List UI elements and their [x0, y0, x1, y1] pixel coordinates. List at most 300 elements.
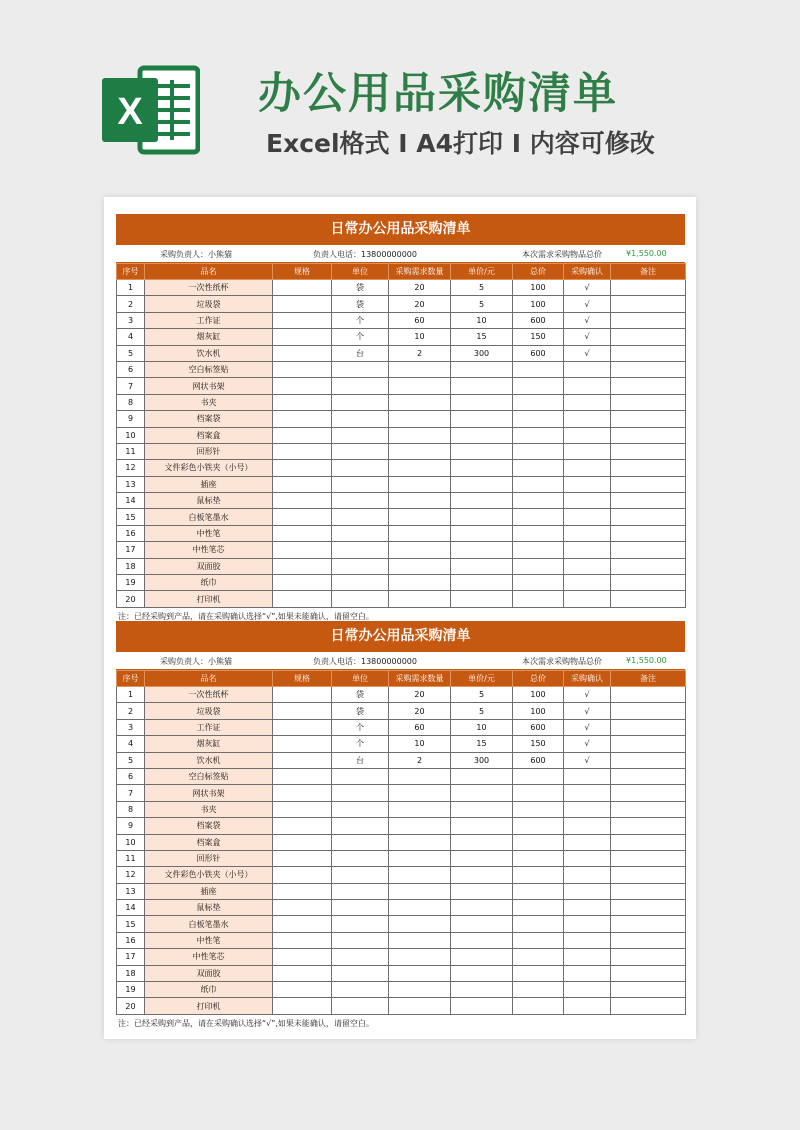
cell-total[interactable]: 100	[513, 280, 564, 296]
cell-confirm[interactable]: √	[564, 296, 611, 312]
cell-total[interactable]: 150	[513, 736, 564, 752]
cell-total[interactable]	[513, 493, 564, 509]
cell-unit[interactable]	[332, 916, 389, 932]
cell-spec[interactable]	[273, 476, 332, 492]
cell-spec[interactable]	[273, 867, 332, 883]
cell-name[interactable]: 打印机	[145, 998, 273, 1014]
cell-name[interactable]: 书夹	[145, 801, 273, 817]
cell-unit[interactable]: 袋	[332, 703, 389, 719]
cell-spec[interactable]	[273, 932, 332, 948]
cell-name[interactable]: 中性笔芯	[145, 949, 273, 965]
cell-confirm[interactable]	[564, 883, 611, 899]
cell-unit-price[interactable]	[451, 525, 513, 541]
cell-name[interactable]: 档案盒	[145, 834, 273, 850]
cell-spec[interactable]	[273, 394, 332, 410]
cell-name[interactable]: 鼠标垫	[145, 900, 273, 916]
cell-unit-price[interactable]: 5	[451, 296, 513, 312]
cell-remark[interactable]	[611, 982, 686, 998]
cell-unit[interactable]	[332, 427, 389, 443]
cell-index[interactable]: 3	[117, 719, 145, 735]
cell-unit[interactable]	[332, 801, 389, 817]
cell-remark[interactable]	[611, 345, 686, 361]
cell-remark[interactable]	[611, 965, 686, 981]
cell-remark[interactable]	[611, 998, 686, 1014]
cell-name[interactable]: 工作证	[145, 312, 273, 328]
cell-confirm[interactable]: √	[564, 719, 611, 735]
cell-spec[interactable]	[273, 525, 332, 541]
cell-index[interactable]: 14	[117, 493, 145, 509]
cell-qty[interactable]	[389, 818, 451, 834]
cell-confirm[interactable]	[564, 949, 611, 965]
cell-qty[interactable]	[389, 883, 451, 899]
cell-unit-price[interactable]: 5	[451, 703, 513, 719]
cell-total[interactable]	[513, 460, 564, 476]
cell-total[interactable]	[513, 768, 564, 784]
cell-unit[interactable]	[332, 998, 389, 1014]
cell-index[interactable]: 18	[117, 965, 145, 981]
cell-confirm[interactable]: √	[564, 736, 611, 752]
cell-index[interactable]: 15	[117, 916, 145, 932]
cell-unit[interactable]	[332, 883, 389, 899]
cell-index[interactable]: 2	[117, 703, 145, 719]
cell-unit-price[interactable]	[451, 818, 513, 834]
cell-remark[interactable]	[611, 949, 686, 965]
cell-unit[interactable]	[332, 378, 389, 394]
cell-qty[interactable]	[389, 493, 451, 509]
cell-remark[interactable]	[611, 575, 686, 591]
cell-index[interactable]: 6	[117, 768, 145, 784]
cell-name[interactable]: 打印机	[145, 591, 273, 607]
cell-name[interactable]: 白板笔墨水	[145, 916, 273, 932]
cell-remark[interactable]	[611, 443, 686, 459]
cell-name[interactable]: 纸巾	[145, 982, 273, 998]
cell-unit-price[interactable]	[451, 394, 513, 410]
cell-index[interactable]: 8	[117, 801, 145, 817]
cell-total[interactable]	[513, 525, 564, 541]
cell-total[interactable]	[513, 509, 564, 525]
cell-remark[interactable]	[611, 427, 686, 443]
cell-unit[interactable]	[332, 768, 389, 784]
cell-spec[interactable]	[273, 703, 332, 719]
cell-remark[interactable]	[611, 329, 686, 345]
cell-total[interactable]	[513, 965, 564, 981]
cell-name[interactable]: 回形针	[145, 850, 273, 866]
cell-unit[interactable]	[332, 575, 389, 591]
cell-spec[interactable]	[273, 949, 332, 965]
cell-remark[interactable]	[611, 916, 686, 932]
cell-unit-price[interactable]: 300	[451, 345, 513, 361]
cell-total[interactable]	[513, 834, 564, 850]
cell-index[interactable]: 11	[117, 850, 145, 866]
cell-unit[interactable]	[332, 493, 389, 509]
cell-unit-price[interactable]: 10	[451, 312, 513, 328]
cell-unit[interactable]: 袋	[332, 280, 389, 296]
cell-unit-price[interactable]	[451, 575, 513, 591]
cell-unit[interactable]	[332, 850, 389, 866]
cell-index[interactable]: 6	[117, 361, 145, 377]
cell-spec[interactable]	[273, 280, 332, 296]
cell-name[interactable]: 中性笔	[145, 525, 273, 541]
cell-qty[interactable]	[389, 427, 451, 443]
cell-unit[interactable]	[332, 542, 389, 558]
cell-total[interactable]: 100	[513, 296, 564, 312]
cell-spec[interactable]	[273, 509, 332, 525]
cell-qty[interactable]	[389, 916, 451, 932]
cell-index[interactable]: 16	[117, 932, 145, 948]
cell-unit-price[interactable]	[451, 476, 513, 492]
cell-name[interactable]: 工作证	[145, 719, 273, 735]
cell-spec[interactable]	[273, 719, 332, 735]
cell-total[interactable]	[513, 575, 564, 591]
cell-index[interactable]: 14	[117, 900, 145, 916]
cell-remark[interactable]	[611, 867, 686, 883]
cell-index[interactable]: 18	[117, 558, 145, 574]
cell-name[interactable]: 中性笔芯	[145, 542, 273, 558]
cell-remark[interactable]	[611, 850, 686, 866]
cell-remark[interactable]	[611, 361, 686, 377]
cell-qty[interactable]	[389, 509, 451, 525]
cell-name[interactable]: 纸巾	[145, 575, 273, 591]
cell-unit-price[interactable]: 15	[451, 736, 513, 752]
cell-unit-price[interactable]	[451, 427, 513, 443]
cell-name[interactable]: 烟灰缸	[145, 329, 273, 345]
cell-spec[interactable]	[273, 296, 332, 312]
cell-unit[interactable]: 个	[332, 719, 389, 735]
cell-unit[interactable]	[332, 509, 389, 525]
cell-unit[interactable]	[332, 411, 389, 427]
cell-index[interactable]: 2	[117, 296, 145, 312]
cell-unit-price[interactable]	[451, 785, 513, 801]
cell-qty[interactable]: 20	[389, 687, 451, 703]
cell-index[interactable]: 12	[117, 460, 145, 476]
cell-unit[interactable]: 台	[332, 345, 389, 361]
cell-total[interactable]: 100	[513, 687, 564, 703]
cell-qty[interactable]	[389, 542, 451, 558]
cell-total[interactable]	[513, 785, 564, 801]
cell-spec[interactable]	[273, 361, 332, 377]
cell-remark[interactable]	[611, 296, 686, 312]
cell-index[interactable]: 19	[117, 575, 145, 591]
cell-qty[interactable]: 10	[389, 329, 451, 345]
cell-total[interactable]	[513, 427, 564, 443]
cell-remark[interactable]	[611, 752, 686, 768]
cell-name[interactable]: 空白标签贴	[145, 768, 273, 784]
cell-remark[interactable]	[611, 703, 686, 719]
cell-name[interactable]: 档案盒	[145, 427, 273, 443]
cell-confirm[interactable]: √	[564, 752, 611, 768]
cell-unit-price[interactable]	[451, 768, 513, 784]
cell-remark[interactable]	[611, 280, 686, 296]
cell-spec[interactable]	[273, 785, 332, 801]
cell-confirm[interactable]	[564, 867, 611, 883]
cell-qty[interactable]	[389, 575, 451, 591]
cell-remark[interactable]	[611, 818, 686, 834]
cell-qty[interactable]: 20	[389, 280, 451, 296]
cell-unit[interactable]: 个	[332, 329, 389, 345]
cell-unit[interactable]: 个	[332, 312, 389, 328]
cell-total[interactable]	[513, 900, 564, 916]
cell-remark[interactable]	[611, 834, 686, 850]
cell-index[interactable]: 4	[117, 329, 145, 345]
cell-index[interactable]: 7	[117, 785, 145, 801]
cell-confirm[interactable]	[564, 785, 611, 801]
cell-name[interactable]: 网状书架	[145, 785, 273, 801]
cell-qty[interactable]	[389, 378, 451, 394]
cell-spec[interactable]	[273, 591, 332, 607]
cell-spec[interactable]	[273, 736, 332, 752]
cell-qty[interactable]	[389, 850, 451, 866]
cell-spec[interactable]	[273, 818, 332, 834]
cell-name[interactable]: 档案袋	[145, 411, 273, 427]
cell-confirm[interactable]: √	[564, 703, 611, 719]
cell-total[interactable]	[513, 591, 564, 607]
cell-qty[interactable]	[389, 525, 451, 541]
cell-unit-price[interactable]	[451, 591, 513, 607]
cell-index[interactable]: 12	[117, 867, 145, 883]
cell-unit-price[interactable]	[451, 916, 513, 932]
cell-spec[interactable]	[273, 916, 332, 932]
cell-total[interactable]	[513, 801, 564, 817]
cell-name[interactable]: 垃圾袋	[145, 703, 273, 719]
cell-total[interactable]	[513, 949, 564, 965]
cell-spec[interactable]	[273, 378, 332, 394]
cell-qty[interactable]	[389, 411, 451, 427]
cell-confirm[interactable]	[564, 378, 611, 394]
cell-unit[interactable]	[332, 965, 389, 981]
cell-qty[interactable]	[389, 476, 451, 492]
cell-remark[interactable]	[611, 591, 686, 607]
cell-confirm[interactable]	[564, 834, 611, 850]
cell-name[interactable]: 鼠标垫	[145, 493, 273, 509]
cell-spec[interactable]	[273, 411, 332, 427]
cell-unit[interactable]: 袋	[332, 296, 389, 312]
cell-spec[interactable]	[273, 493, 332, 509]
cell-spec[interactable]	[273, 850, 332, 866]
cell-remark[interactable]	[611, 932, 686, 948]
cell-qty[interactable]	[389, 867, 451, 883]
cell-index[interactable]: 19	[117, 982, 145, 998]
cell-index[interactable]: 17	[117, 949, 145, 965]
cell-name[interactable]: 空白标签贴	[145, 361, 273, 377]
cell-unit[interactable]	[332, 785, 389, 801]
cell-qty[interactable]	[389, 460, 451, 476]
cell-name[interactable]: 饮水机	[145, 752, 273, 768]
cell-qty[interactable]	[389, 982, 451, 998]
cell-total[interactable]	[513, 411, 564, 427]
cell-unit-price[interactable]	[451, 932, 513, 948]
cell-qty[interactable]	[389, 394, 451, 410]
cell-confirm[interactable]	[564, 394, 611, 410]
cell-confirm[interactable]	[564, 525, 611, 541]
cell-remark[interactable]	[611, 900, 686, 916]
cell-confirm[interactable]	[564, 900, 611, 916]
cell-name[interactable]: 饮水机	[145, 345, 273, 361]
cell-unit-price[interactable]	[451, 378, 513, 394]
cell-index[interactable]: 5	[117, 345, 145, 361]
cell-confirm[interactable]	[564, 361, 611, 377]
cell-remark[interactable]	[611, 801, 686, 817]
cell-unit-price[interactable]	[451, 509, 513, 525]
cell-qty[interactable]	[389, 558, 451, 574]
cell-qty[interactable]	[389, 998, 451, 1014]
cell-total[interactable]	[513, 818, 564, 834]
cell-confirm[interactable]	[564, 801, 611, 817]
cell-total[interactable]: 100	[513, 703, 564, 719]
cell-remark[interactable]	[611, 719, 686, 735]
cell-remark[interactable]	[611, 378, 686, 394]
cell-remark[interactable]	[611, 768, 686, 784]
cell-qty[interactable]: 2	[389, 345, 451, 361]
cell-unit-price[interactable]	[451, 411, 513, 427]
cell-confirm[interactable]	[564, 916, 611, 932]
cell-remark[interactable]	[611, 509, 686, 525]
cell-qty[interactable]: 10	[389, 736, 451, 752]
cell-spec[interactable]	[273, 752, 332, 768]
cell-index[interactable]: 8	[117, 394, 145, 410]
cell-qty[interactable]	[389, 443, 451, 459]
cell-name[interactable]: 双面胶	[145, 558, 273, 574]
cell-total[interactable]: 600	[513, 345, 564, 361]
cell-unit-price[interactable]	[451, 493, 513, 509]
cell-remark[interactable]	[611, 785, 686, 801]
cell-unit[interactable]	[332, 932, 389, 948]
cell-confirm[interactable]: √	[564, 345, 611, 361]
cell-index[interactable]: 5	[117, 752, 145, 768]
cell-qty[interactable]	[389, 900, 451, 916]
cell-unit[interactable]	[332, 982, 389, 998]
cell-unit-price[interactable]	[451, 361, 513, 377]
cell-unit-price[interactable]	[451, 965, 513, 981]
cell-spec[interactable]	[273, 329, 332, 345]
cell-total[interactable]	[513, 443, 564, 459]
cell-name[interactable]: 档案袋	[145, 818, 273, 834]
cell-name[interactable]: 白板笔墨水	[145, 509, 273, 525]
cell-total[interactable]: 600	[513, 752, 564, 768]
cell-qty[interactable]	[389, 591, 451, 607]
cell-qty[interactable]	[389, 834, 451, 850]
cell-unit-price[interactable]	[451, 867, 513, 883]
cell-total[interactable]	[513, 916, 564, 932]
cell-unit-price[interactable]	[451, 558, 513, 574]
cell-total[interactable]: 600	[513, 719, 564, 735]
cell-qty[interactable]: 60	[389, 719, 451, 735]
cell-index[interactable]: 16	[117, 525, 145, 541]
cell-index[interactable]: 9	[117, 818, 145, 834]
cell-total[interactable]	[513, 883, 564, 899]
cell-qty[interactable]	[389, 361, 451, 377]
cell-unit-price[interactable]	[451, 460, 513, 476]
cell-unit-price[interactable]	[451, 542, 513, 558]
cell-total[interactable]	[513, 378, 564, 394]
cell-total[interactable]: 600	[513, 312, 564, 328]
cell-unit[interactable]	[332, 525, 389, 541]
cell-unit[interactable]	[332, 558, 389, 574]
cell-qty[interactable]: 2	[389, 752, 451, 768]
cell-confirm[interactable]	[564, 493, 611, 509]
cell-confirm[interactable]: √	[564, 329, 611, 345]
cell-remark[interactable]	[611, 558, 686, 574]
cell-unit-price[interactable]: 5	[451, 687, 513, 703]
cell-unit[interactable]	[332, 394, 389, 410]
cell-remark[interactable]	[611, 883, 686, 899]
cell-spec[interactable]	[273, 965, 332, 981]
cell-confirm[interactable]	[564, 998, 611, 1014]
cell-confirm[interactable]	[564, 427, 611, 443]
cell-remark[interactable]	[611, 411, 686, 427]
cell-unit-price[interactable]	[451, 801, 513, 817]
cell-qty[interactable]	[389, 965, 451, 981]
cell-name[interactable]: 一次性纸杯	[145, 687, 273, 703]
cell-name[interactable]: 文件彩色小铁夹（小号）	[145, 867, 273, 883]
cell-qty[interactable]: 20	[389, 296, 451, 312]
cell-name[interactable]: 网状书架	[145, 378, 273, 394]
cell-unit-price[interactable]: 10	[451, 719, 513, 735]
cell-remark[interactable]	[611, 460, 686, 476]
cell-spec[interactable]	[273, 883, 332, 899]
cell-confirm[interactable]	[564, 542, 611, 558]
cell-unit[interactable]	[332, 867, 389, 883]
cell-index[interactable]: 9	[117, 411, 145, 427]
cell-unit-price[interactable]	[451, 949, 513, 965]
cell-spec[interactable]	[273, 558, 332, 574]
cell-name[interactable]: 回形针	[145, 443, 273, 459]
cell-confirm[interactable]	[564, 591, 611, 607]
cell-spec[interactable]	[273, 345, 332, 361]
cell-remark[interactable]	[611, 525, 686, 541]
cell-spec[interactable]	[273, 460, 332, 476]
cell-unit[interactable]	[332, 591, 389, 607]
cell-total[interactable]	[513, 542, 564, 558]
cell-spec[interactable]	[273, 427, 332, 443]
cell-spec[interactable]	[273, 312, 332, 328]
cell-qty[interactable]	[389, 949, 451, 965]
cell-index[interactable]: 1	[117, 280, 145, 296]
cell-spec[interactable]	[273, 834, 332, 850]
cell-confirm[interactable]	[564, 850, 611, 866]
cell-unit-price[interactable]	[451, 834, 513, 850]
cell-index[interactable]: 20	[117, 591, 145, 607]
cell-remark[interactable]	[611, 542, 686, 558]
cell-total[interactable]	[513, 361, 564, 377]
cell-name[interactable]: 插座	[145, 883, 273, 899]
cell-index[interactable]: 17	[117, 542, 145, 558]
cell-spec[interactable]	[273, 575, 332, 591]
cell-remark[interactable]	[611, 476, 686, 492]
cell-spec[interactable]	[273, 998, 332, 1014]
cell-confirm[interactable]	[564, 443, 611, 459]
cell-unit-price[interactable]: 300	[451, 752, 513, 768]
cell-confirm[interactable]	[564, 558, 611, 574]
cell-qty[interactable]: 60	[389, 312, 451, 328]
cell-remark[interactable]	[611, 736, 686, 752]
cell-remark[interactable]	[611, 394, 686, 410]
cell-spec[interactable]	[273, 687, 332, 703]
cell-index[interactable]: 10	[117, 427, 145, 443]
cell-unit[interactable]	[332, 443, 389, 459]
cell-spec[interactable]	[273, 542, 332, 558]
cell-total[interactable]	[513, 558, 564, 574]
cell-unit[interactable]: 袋	[332, 687, 389, 703]
cell-total[interactable]	[513, 394, 564, 410]
cell-unit[interactable]	[332, 818, 389, 834]
cell-remark[interactable]	[611, 312, 686, 328]
cell-index[interactable]: 10	[117, 834, 145, 850]
cell-qty[interactable]	[389, 785, 451, 801]
cell-unit-price[interactable]	[451, 998, 513, 1014]
cell-unit[interactable]	[332, 460, 389, 476]
cell-total[interactable]: 150	[513, 329, 564, 345]
cell-confirm[interactable]	[564, 509, 611, 525]
